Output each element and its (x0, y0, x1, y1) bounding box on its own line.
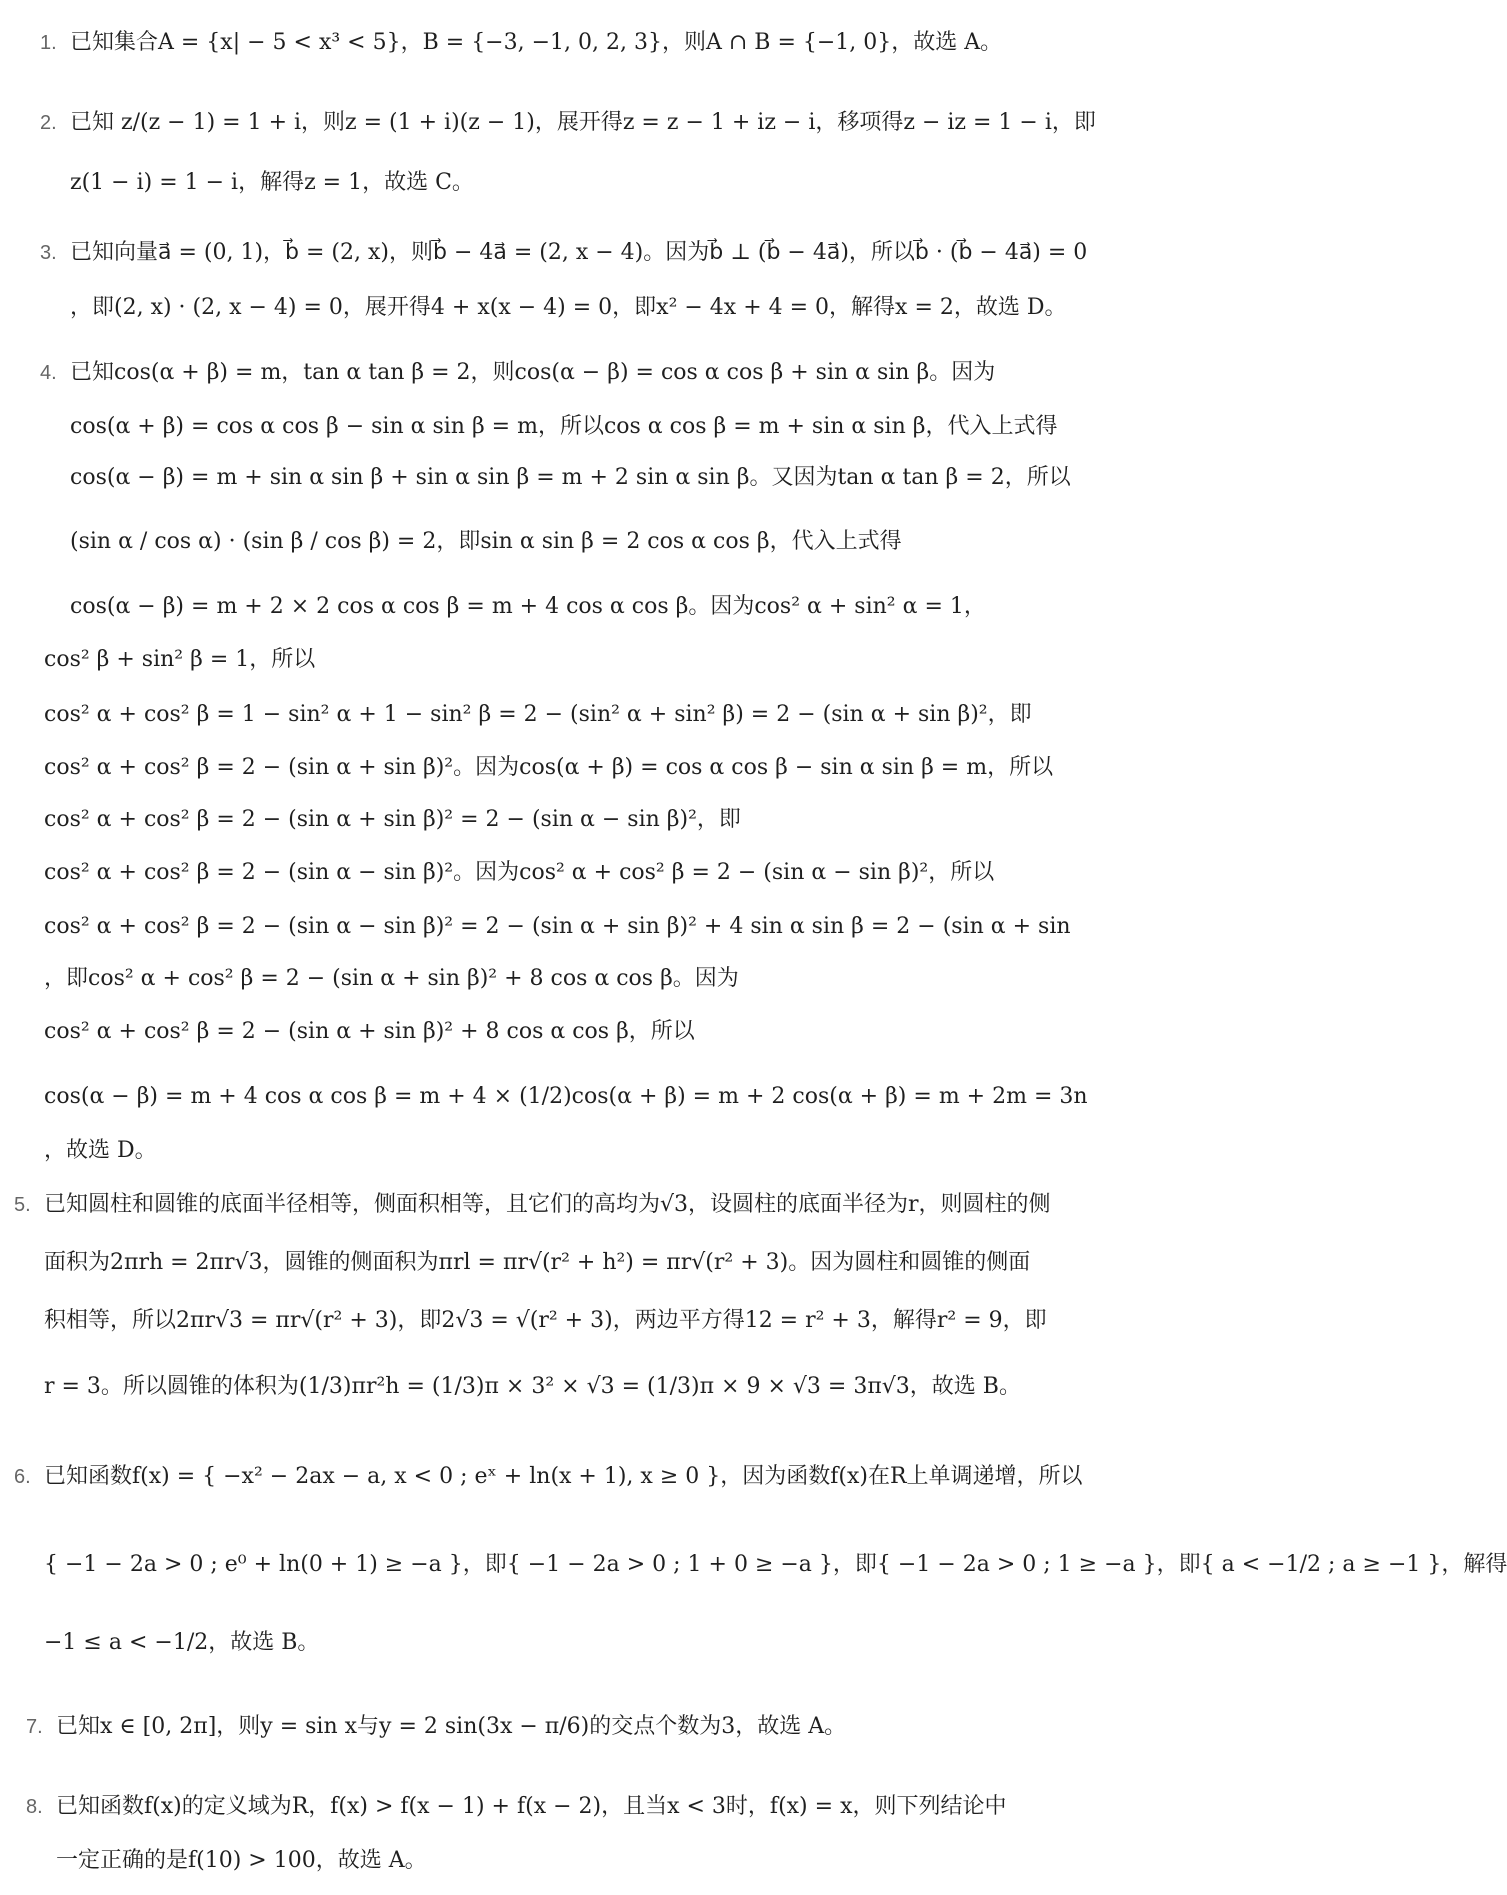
solution-line: 已知圆柱和圆锥的底面半径相等，侧面积相等，且它们的高均为√3，设圆柱的底面半径为r，则圆柱的侧 (44, 1192, 1051, 1217)
solution-line: ，即cos² α + cos² β = 2 − (sin α + sin β)² + 8 cos α cos β。因为 (44, 966, 739, 991)
solution-line: 积相等，所以2πr√3 = πr√(r² + 3)，即2√3 = √(r² + 3)，两边平方得12 = r² + 3，解得r² = 9，即 (44, 1308, 1047, 1333)
solution-line: cos(α − β) = m + 2 × 2 cos α cos β = m + 4 cos α cos β。因为cos² α + sin² α = 1， (70, 594, 986, 619)
item-number: 6. (14, 1466, 31, 1488)
solution-line: (sin α / cos α) · (sin β / cos β) = 2，即sin α sin β = 2 cos α cos β，代入上式得 (70, 529, 902, 554)
solution-line: cos² α + cos² β = 1 − sin² α + 1 − sin² β = 2 − (sin² α + sin² β) = 2 − (sin α + sin β)²，即 (44, 702, 1032, 727)
item-number: 2. (40, 112, 57, 134)
solution-line: cos² α + cos² β = 2 − (sin α + sin β)² + 8 cos α cos β，所以 (44, 1019, 695, 1044)
solution-line: 已知cos(α + β) = m，tan α tan β = 2，则cos(α − β) = cos α cos β + sin α sin β。因为 (70, 360, 996, 385)
solution-line: cos² α + cos² β = 2 − (sin α + sin β)²。因为cos(α + β) = cos α cos β − sin α sin β = m，所以 (44, 755, 1054, 780)
solution-line: ，即(2, x) · (2, x − 4) = 0，展开得4 + x(x − 4) = 0，即x² − 4x + 4 = 0，解得x = 2，故选 D。 (70, 295, 1067, 320)
solution-line: ，故选 D。 (44, 1138, 157, 1163)
item-number: 1. (40, 32, 57, 54)
solution-line: 已知 z/(z − 1) = 1 + i，则z = (1 + i)(z − 1)，展开得z = z − 1 + iz − i，移项得z − iz = 1 − i，即 (70, 110, 1096, 135)
solution-line: cos² α + cos² β = 2 − (sin α − sin β)²。因为cos² α + cos² β = 2 − (sin α − sin β)²，所以 (44, 860, 995, 885)
solution-line: 已知函数f(x)的定义域为R，f(x) > f(x − 1) + f(x − 2)，且当x < 3时，f(x) = x，则下列结论中 (56, 1794, 1007, 1819)
solution-line: 已知x ∈ [0, 2π]，则y = sin x与y = 2 sin(3x − π/6)的交点个数为3，故选 A。 (56, 1714, 847, 1739)
solution-line: 已知集合A = {x| − 5 < x³ < 5}，B = {−3, −1, 0, 2, 3}，则A ∩ B = {−1, 0}，故选 A。 (70, 30, 1003, 55)
solution-line: 已知向量a⃗ = (0, 1)，b⃗ = (2, x)，则b⃗ − 4a⃗ = (2, x − 4)。因为b⃗ ⊥ (b⃗ − 4a⃗)，所以b⃗ · (b⃗ − 4a⃗) = 0 (70, 240, 1088, 265)
solution-line: cos² β + sin² β = 1，所以 (44, 647, 316, 672)
solution-line: { −1 − 2a > 0 ; e⁰ + ln(0 + 1) ≥ −a }，即{ −1 − 2a > 0 ; 1 + 0 ≥ −a }，即{ −1 − 2a > 0 ; 1 ≥ −a }，即{ a < −1/2 ; a ≥ −1 }，解得 (44, 1552, 1507, 1577)
solution-line: r = 3。所以圆锥的体积为(1/3)πr²h = (1/3)π × 3² × √3 = (1/3)π × 9 × √3 = 3π√3，故选 B。 (44, 1374, 1021, 1399)
solution-line: z(1 − i) = 1 − i，解得z = 1，故选 C。 (70, 170, 474, 195)
solution-line: −1 ≤ a < −1/2，故选 B。 (44, 1630, 320, 1655)
solution-line: 已知函数f(x) = { −x² − 2ax − a, x < 0 ; eˣ + ln(x + 1), x ≥ 0 }，因为函数f(x)在R上单调递增，所以 (44, 1464, 1083, 1489)
item-number: 3. (40, 242, 57, 264)
item-number: 8. (26, 1796, 43, 1818)
item-number: 7. (26, 1716, 43, 1738)
solution-line: 一定正确的是f(10) > 100，故选 A。 (56, 1848, 427, 1873)
solution-line: cos² α + cos² β = 2 − (sin α + sin β)² = 2 − (sin α − sin β)²，即 (44, 807, 741, 832)
solution-line: 面积为2πrh = 2πr√3，圆锥的侧面积为πrl = πr√(r² + h²) = πr√(r² + 3)。因为圆柱和圆锥的侧面 (44, 1250, 1031, 1275)
item-number: 5. (14, 1194, 31, 1216)
solution-line: cos(α − β) = m + sin α sin β + sin α sin β = m + 2 sin α sin β。又因为tan α tan β = 2，所以 (70, 465, 1071, 490)
item-number: 4. (40, 362, 57, 384)
solution-line: cos(α + β) = cos α cos β − sin α sin β = m，所以cos α cos β = m + sin α sin β，代入上式得 (70, 414, 1058, 439)
solution-line: cos² α + cos² β = 2 − (sin α − sin β)² = 2 − (sin α + sin β)² + 4 sin α sin β = 2 − (sin α + sin (44, 914, 1071, 939)
solution-line: cos(α − β) = m + 4 cos α cos β = m + 4 × (1/2)cos(α + β) = m + 2 cos(α + β) = m + 2m = 3n (44, 1084, 1088, 1109)
